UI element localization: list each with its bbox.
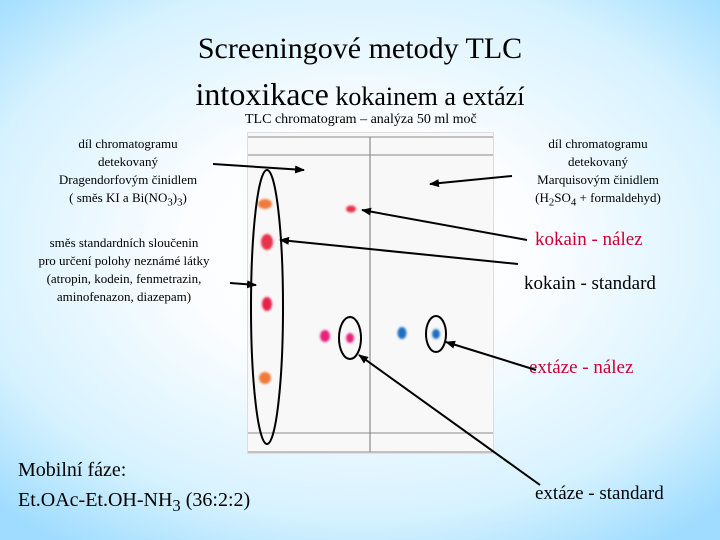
spot-left-a <box>346 206 356 213</box>
note-line: Marquisovým činidlem <box>537 172 659 187</box>
note-line: (atropin, kodein, fenmetrazin, <box>46 271 202 286</box>
label-kokain-nalez: kokain - nález <box>535 229 643 250</box>
spot-left-b <box>320 330 330 342</box>
note-line: díl chromatogramu <box>548 136 648 151</box>
note-line: detekovaný <box>98 154 158 169</box>
label-kokain-standard: kokain - standard <box>524 273 656 294</box>
tlc-spots <box>258 199 440 384</box>
label-extaze-standard: extáze - standard <box>535 483 664 504</box>
spot-std-2 <box>261 234 273 250</box>
arrow-extaze-standard <box>359 355 540 485</box>
title-rest: kokainem a extází <box>328 82 525 111</box>
label-extaze-nalez: extáze - nález <box>529 357 634 378</box>
spot-left-c <box>346 333 354 343</box>
arrow-kokain-standard <box>280 240 518 264</box>
note-line: detekovaný <box>568 154 628 169</box>
note-line: aminofenazon, diazepam) <box>56 289 192 304</box>
spot-std-4 <box>259 372 271 384</box>
note-line: pro určení polohy neznámé látky <box>38 253 210 268</box>
note-line: Dragendorfovým činidlem <box>58 172 198 187</box>
arrow-dragendorf <box>213 164 304 170</box>
title-big-word: intoxikace <box>195 76 329 112</box>
arrow-extaze-nalez <box>446 342 536 370</box>
spot-right-a <box>398 327 407 339</box>
mobile-phase-heading: Mobilní fáze: <box>18 459 127 481</box>
arrow-marquis <box>430 176 512 184</box>
note-line: díl chromatogramu <box>78 136 178 151</box>
spot-std-1 <box>258 199 272 209</box>
tlc-caption: TLC chromatogram – analýza 50 ml moč <box>245 112 477 127</box>
note-line-formula: ( směs KI a $Bi(NO_3)_3$) <box>69 190 187 209</box>
arrow-kokain-nalez <box>362 210 527 240</box>
note-line: směs standardních sloučenin <box>49 235 199 250</box>
plate-frame <box>248 137 493 452</box>
mobile-phase-formula: $Et.OAc-Et.OH-NH_3$ (36:2:2) <box>18 489 251 515</box>
spot-right-b <box>432 329 440 339</box>
note-line-formula: ($H_2SO_4$ + formaldehyd) <box>535 190 661 209</box>
slide-title-line1: Screeningové metody TLC <box>197 32 523 65</box>
spot-std-3 <box>262 297 272 311</box>
